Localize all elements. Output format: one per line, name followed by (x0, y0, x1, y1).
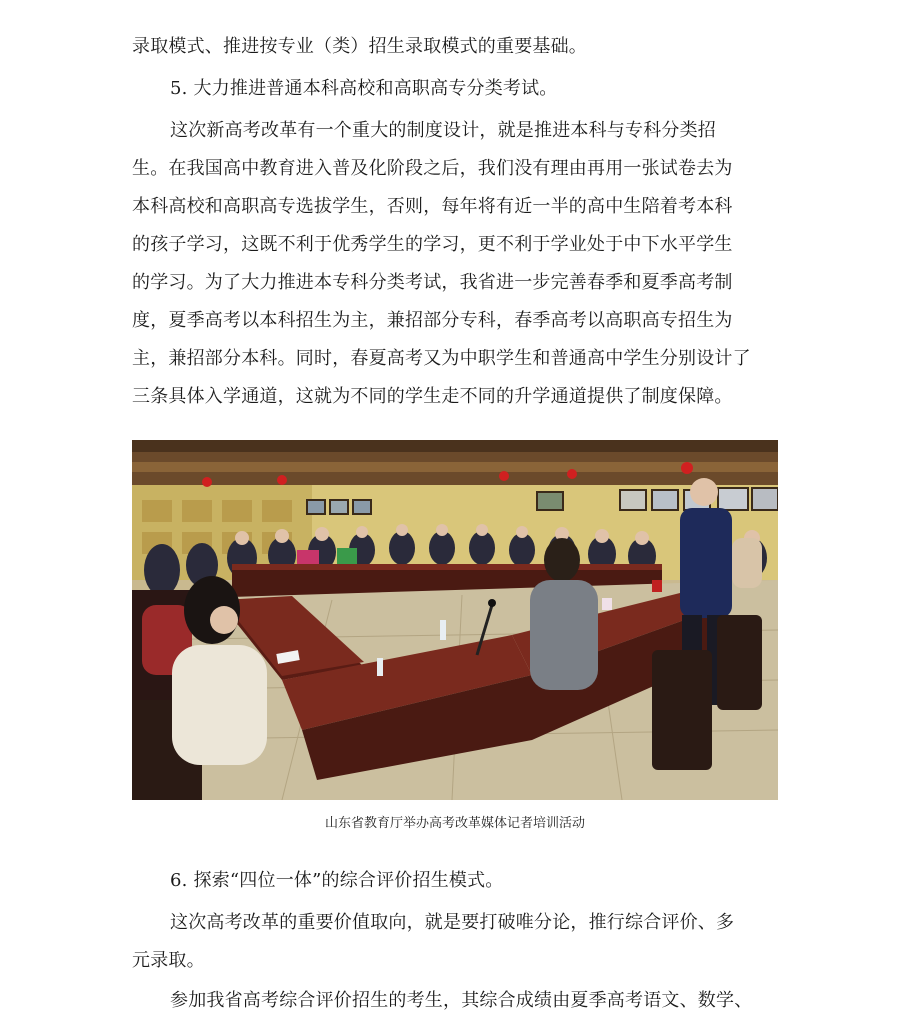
paragraph-evaluation (132, 982, 772, 1020)
text-line: 录取模式、推进按专业（类）招生录取模式的重要基础。 (132, 36, 587, 57)
heading-text: 5. 大力推进普通本科高校和高职高专分类考试。 (170, 78, 558, 99)
paragraph-section-6 (132, 904, 772, 980)
section-heading-5 (132, 70, 772, 108)
text-line: 参加我省高考综合评价招生的考生，其综合成绩由夏季高考语文、数学、 (170, 990, 753, 1011)
text-line: 本科高校和高职高专选拔学生，否则，每年将有近一半的高中生陪着考本科 (132, 196, 733, 217)
text-line: 的学习。为了大力推进本专科分类考试，我省进一步完善春季和夏季高考制 (132, 272, 733, 293)
section-heading-6 (132, 862, 772, 900)
heading-text: 6. 探索“四位一体”的综合评价招生模式。 (170, 870, 504, 891)
meeting-photo (132, 440, 778, 800)
paragraph-section-5 (132, 112, 772, 416)
photo-caption: 山东省教育厅举办高考改革媒体记者培训活动 (324, 816, 585, 831)
text-line: 三条具体入学通道，这就为不同的学生走不同的升学通道提供了制度保障。 (132, 386, 733, 407)
text-line: 的孩子学习，这既不利于优秀学生的学习，更不利于学业处于中下水平学生 (132, 234, 733, 255)
text-line: 这次高考改革的重要价值取向，就是要打破唯分论，推行综合评价、多 (170, 912, 735, 933)
text-line: 度，夏季高考以本科招生为主，兼招部分专科，春季高考以高职高专招生为 (132, 310, 733, 331)
text-line: 生。在我国高中教育进入普及化阶段之后，我们没有理由再用一张试卷去为 (132, 158, 733, 179)
text-line: 这次新高考改革有一个重大的制度设计，就是推进本科与专科分类招 (170, 120, 716, 141)
text-line: 元录取。 (132, 950, 205, 971)
text-line: 主，兼招部分本科。同时，春夏高考又为中职学生和普通高中学生分别设计了 (132, 348, 751, 369)
paragraph-continuation (132, 28, 772, 66)
